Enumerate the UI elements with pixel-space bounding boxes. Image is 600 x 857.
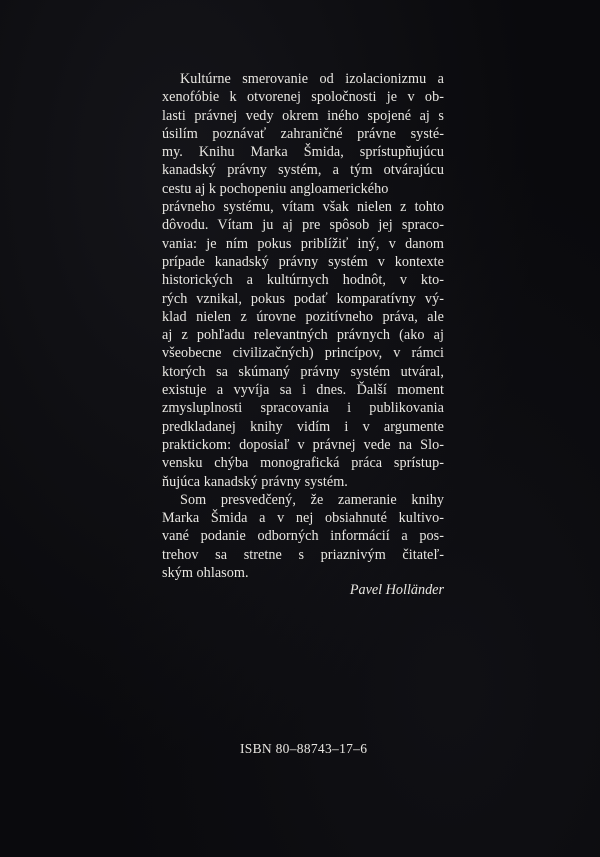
text-line: aj z pohľadu relevantných právnych (ako aj xyxy=(162,327,444,344)
text-line: lasti právnej vedy okrem iného spojené aj s xyxy=(162,107,444,124)
text-line: trehov sa stretne s priaznivým čitateľ- xyxy=(162,546,444,563)
text-line: vensku chýba monografická práca sprístup- xyxy=(162,455,444,472)
blurb-paragraph-1 xyxy=(162,70,444,491)
text-line: cestu aj k pochopeniu angloamerického xyxy=(162,180,389,197)
text-line: všeobecne civilizačných) princípov, v rámci xyxy=(162,345,444,362)
text-line: vania: je ním pokus priblížiť iný, v danom xyxy=(162,235,444,252)
text-line: vané podanie odborných informácií a pos- xyxy=(162,528,444,545)
blurb-text xyxy=(162,70,444,582)
text-line: zmysluplnosti spracovania i publikovania xyxy=(162,400,444,417)
text-line: praktickom: doposiaľ v právnej vede na Slo- xyxy=(162,436,444,453)
text-line: Som presvedčený, že zameranie knihy xyxy=(180,491,444,508)
text-line: prípade kanadský právny systém v kontexte xyxy=(162,253,444,270)
text-line: predkladanej knihy vidím i v argumente xyxy=(162,418,444,435)
text-line: právneho systému, vítam však nielen z tohto xyxy=(162,199,444,216)
text-line: dôvodu. Vítam ju aj pre spôsob jej spraco- xyxy=(162,217,444,234)
text-line: klad nielen z úrovne pozitívneho práva, ale xyxy=(162,308,444,325)
text-line: Kultúrne smerovanie od izolacionizmu a xyxy=(180,71,444,87)
author-signature: Pavel Holländer xyxy=(349,582,444,598)
blurb-paragraph-2 xyxy=(162,491,444,582)
text-line: ňujúca kanadský právny systém. xyxy=(162,473,348,490)
text-line: úsilím poznávať zahraničné právne systé- xyxy=(162,125,444,142)
text-line: ktorých sa skúmaný právny systém utváral, xyxy=(162,363,444,380)
text-line: Marka Šmida a v nej obsiahnuté kultivo- xyxy=(162,510,444,527)
text-line: ským ohlasom. xyxy=(162,565,249,582)
text-line: my. Knihu Marka Šmida, sprístupňujúcu xyxy=(162,144,444,161)
text-line: existuje a vyvíja sa i dnes. Ďalší moment xyxy=(162,382,444,399)
text-line: kanadský právny systém, a tým otvárajúcu xyxy=(162,162,444,179)
text-line: xenofóbie k otvorenej spoločnosti je v ob- xyxy=(162,89,444,106)
isbn: ISBN 80–88743–17–6 xyxy=(240,741,368,756)
text-line: historických a kultúrnych hodnôt, v kto- xyxy=(162,272,444,289)
text-line: rých vznikal, pokus podať komparatívny vý- xyxy=(162,290,444,307)
